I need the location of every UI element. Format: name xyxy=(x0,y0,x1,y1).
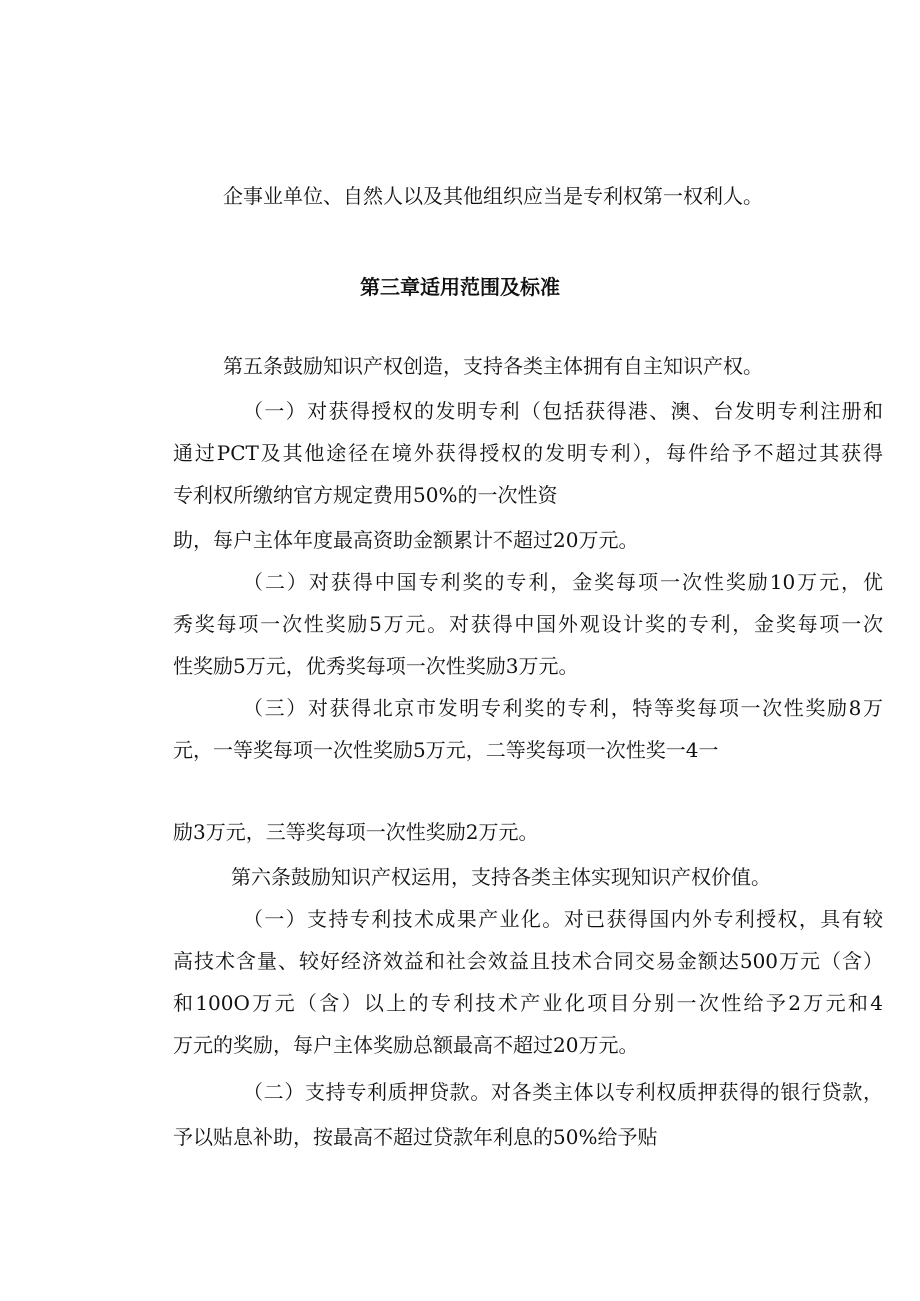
paragraph-line: 企事业单位、自然人以及其他组织应当是专利权第一权利人。 xyxy=(223,184,763,208)
paragraph-line: 元，一等奖每项一次性奖励5万元，二等奖每项一次性奖一4一 xyxy=(173,738,719,762)
paragraph-line: （二）支持专利质押贷款。对各类主体以专利权质押获得的银行贷款， xyxy=(243,1080,883,1104)
article-6-title: 第六条鼓励知识产权运用，支持各类主体实现知识产权价值。 xyxy=(231,865,771,889)
paragraph-line: 通过PCT及其他途径在境外获得授权的发明专利），每件给予不超过其获得 xyxy=(173,441,883,465)
paragraph-line: （一）对获得授权的发明专利（包括获得港、澳、台发明专利注册和 xyxy=(243,399,883,423)
article-5-title: 第五条鼓励知识产权创造，支持各类主体拥有自主知识产权。 xyxy=(223,354,763,378)
paragraph-line: 励3万元，三等奖每项一次性奖励2万元。 xyxy=(173,820,539,844)
paragraph-line: 专利权所缴纳官方规定费用50%的一次性资 xyxy=(173,483,558,507)
paragraph-line: 秀奖每项一次性奖励5万元。对获得中国外观设计奖的专利，金奖每项一次 xyxy=(173,612,883,636)
paragraph-line: 和100O万元（含）以上的专利技术产业化项目分别一次性给予2万元和4 xyxy=(173,991,883,1015)
paragraph-line: 万元的奖励，每户主体奖励总额最高不超过20万元。 xyxy=(173,1033,639,1057)
paragraph-line: （二）对获得中国专利奖的专利，金奖每项一次性奖励10万元，优 xyxy=(243,570,883,594)
chapter-heading: 第三章适用范围及标准 xyxy=(360,275,560,299)
paragraph-line: 高技术含量、较好经济效益和社会效益且技术合同交易金额达500万元（含） xyxy=(173,949,883,973)
paragraph-line: 助，每户主体年度最高资助金额累计不超过20万元。 xyxy=(173,528,639,552)
paragraph-line: 性奖励5万元，优秀奖每项一次性奖励3万元。 xyxy=(173,654,579,678)
paragraph-line: （一）支持专利技术成果产业化。对已获得国内外专利授权，具有较 xyxy=(243,907,883,931)
paragraph-line: 予以贴息补助，按最高不超过贷款年利息的50%给予贴 xyxy=(173,1125,658,1149)
paragraph-line: （三）对获得北京市发明专利奖的专利，特等奖每项一次性奖励8万 xyxy=(243,696,883,720)
